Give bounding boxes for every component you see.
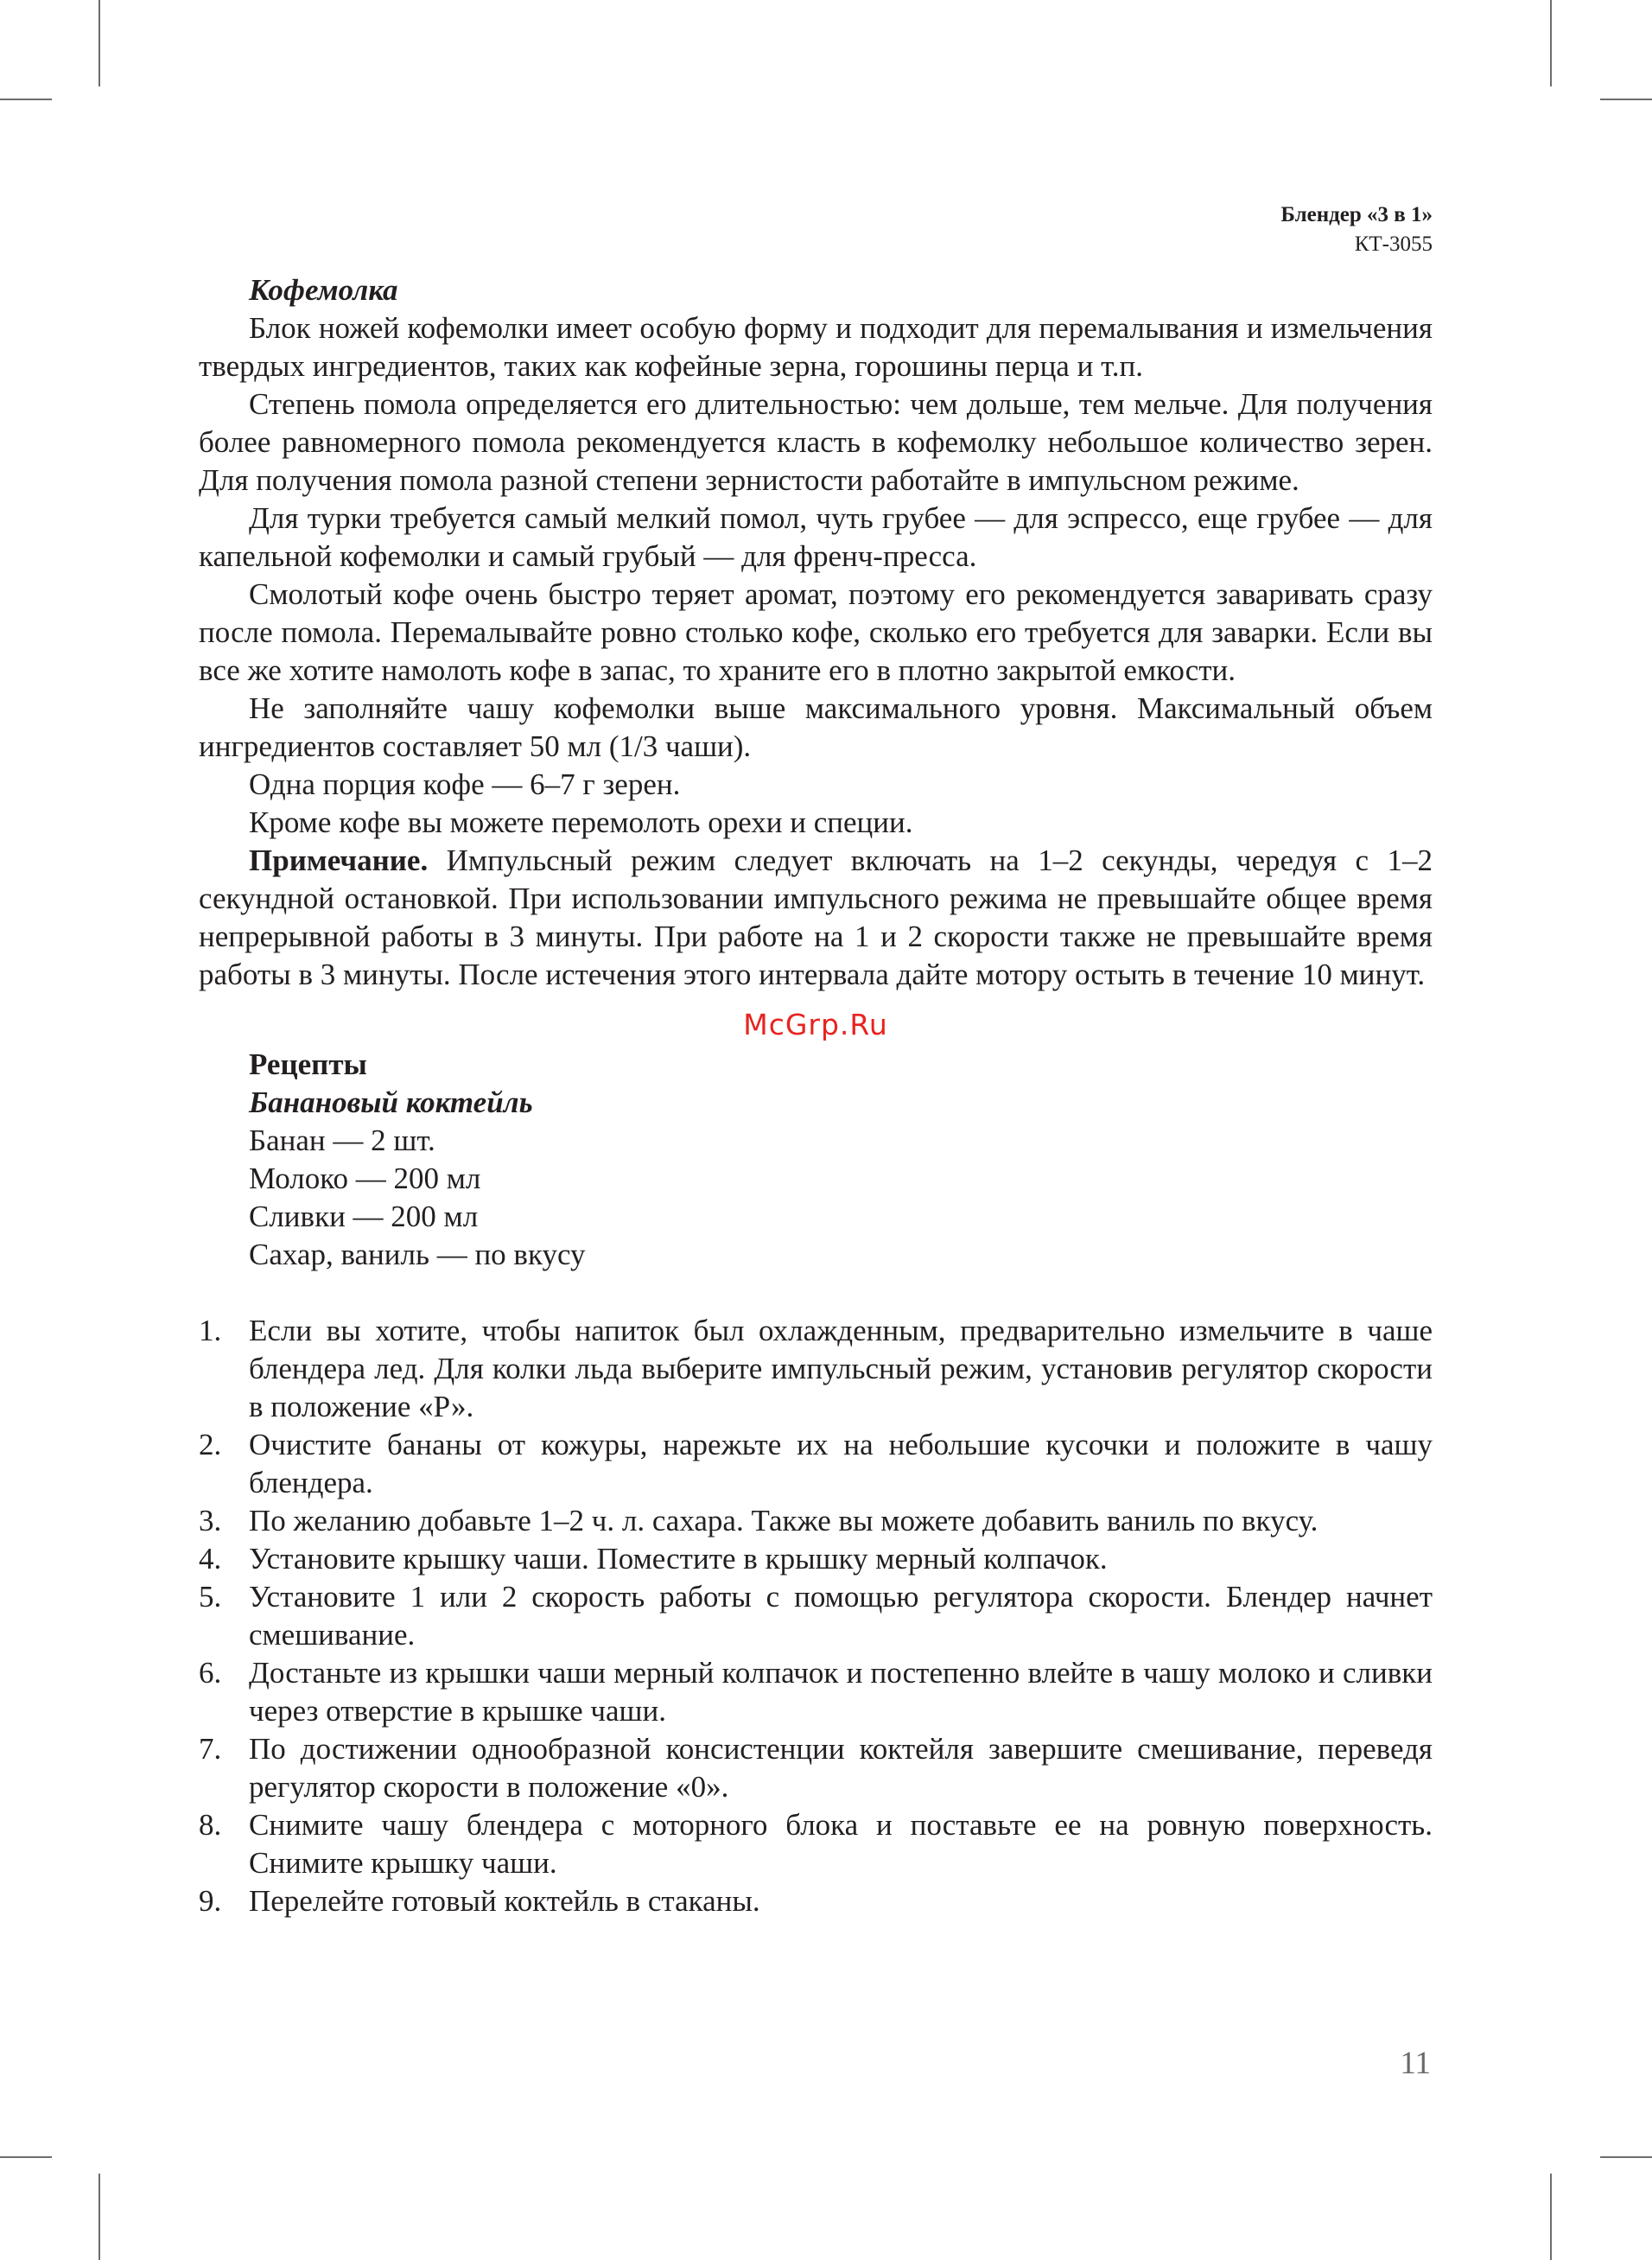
step-number: 1.: [199, 1314, 222, 1347]
step-number: 5.: [199, 1580, 222, 1614]
ingredient-list: [199, 1122, 1433, 1274]
step-number: 6.: [199, 1656, 222, 1690]
ingredient-item: Молоко — 200 мл: [249, 1162, 481, 1195]
step-item: [199, 1730, 1433, 1806]
crop-mark-top-left-h: [0, 99, 52, 100]
step-text: По достижении однообразной консистенции коктейля завершите смешивание, переведя регулятор скорости в положение «0».: [249, 1732, 1433, 1804]
step-item: [199, 1806, 1433, 1882]
step-item: [199, 1882, 1433, 1920]
step-text: Перелейте готовый коктейль в стаканы.: [249, 1884, 760, 1918]
watermark-text: McGrp.Ru: [743, 1008, 888, 1041]
paragraph: Для турки требуется самый мелкий помол, чуть грубее — для эспрессо, еще грубее — для капельной кофемолки и самый грубый — для френч-пресса.: [199, 501, 1433, 573]
step-number: 7.: [199, 1732, 222, 1766]
crop-mark-bottom-left-h: [0, 2156, 52, 2158]
step-text: Очистите бананы от кожуры, нарежьте их на небольшие кусочки и положите в чашу блендера.: [249, 1428, 1433, 1499]
crop-mark-bottom-left: [98, 2174, 100, 2260]
step-text: По желанию добавьте 1–2 ч. л. сахара. Также вы можете добавить ваниль по вкусу.: [249, 1504, 1318, 1537]
note-label: Примечание.: [249, 844, 429, 877]
section-heading-grinder: Кофемолка: [249, 273, 398, 307]
step-text: Если вы хотите, чтобы напиток был охлажденным, предварительно измельчите в чаше блендера лед. Для колки льда выберите импульсный режим, установив регулятор скорости в положение «Р».: [249, 1314, 1433, 1423]
step-item: [199, 1540, 1433, 1578]
extra-line: Кроме кофе вы можете перемолоть орехи и специи.: [249, 805, 913, 839]
step-text: Установите крышку чаши. Поместите в крышку мерный колпачок.: [249, 1542, 1108, 1576]
paragraph: Не заполняйте чашу кофемолки выше максимального уровня. Максимальный объем ингредиентов составляет 50 мл (1/3 чаши).: [199, 691, 1433, 763]
crop-mark-top-left: [98, 0, 100, 86]
portion-line: Одна порция кофе — 6–7 г зерен.: [249, 767, 681, 801]
crop-mark-top-right: [1550, 0, 1552, 86]
crop-mark-top-right-h: [1600, 99, 1652, 100]
step-number: 8.: [199, 1808, 222, 1842]
step-number: 2.: [199, 1428, 222, 1461]
step-item: [199, 1654, 1433, 1730]
page-content: [199, 271, 1433, 1920]
step-item: [199, 1312, 1433, 1426]
step-number: 9.: [199, 1884, 222, 1918]
ingredient-item: Сливки — 200 мл: [249, 1200, 479, 1233]
note-text: Импульсный режим следует включать на 1–2 секунды, чередуя с 1–2 секундной остановкой. При использовании импульсного режима не превышайте общее время непрерывной работы в 3 минуты. При работе на 1 и 2 скорости также не превышайте время работы в 3 минуты. После истечения этого интервала дайте мотору остыть в течение 10 минут.: [199, 844, 1433, 991]
paragraph: Смолотый кофе очень быстро теряет аромат, поэтому его рекомендуется заваривать сразу после помола. Перемалывайте ровно столько кофе, сколько его требуется для заварки. Если вы все же хотите намолоть кофе в запас, то храните его в плотно закрытой емкости.: [199, 577, 1433, 687]
recipe-steps: [199, 1312, 1433, 1920]
product-title: Блендер «3 в 1»: [1280, 203, 1433, 226]
step-text: Достаньте из крышки чаши мерный колпачок и постепенно влейте в чашу молоко и сливки через отверстие в крышке чаши.: [249, 1656, 1433, 1728]
step-number: 4.: [199, 1542, 222, 1576]
page-number: 11: [1400, 2046, 1431, 2081]
step-number: 3.: [199, 1504, 222, 1537]
section-heading-recipes: Рецепты: [249, 1047, 367, 1081]
crop-mark-bottom-right-h: [1600, 2156, 1652, 2158]
running-header: [1280, 201, 1433, 259]
ingredient-item: Сахар, ваниль — по вкусу: [249, 1238, 586, 1271]
step-item: [199, 1578, 1433, 1654]
step-item: [199, 1426, 1433, 1502]
paragraph: Степень помола определяется его длительностью: чем дольше, тем мельче. Для получения более равномерного помола рекомендуется класть в кофемолку небольшое количество зерен. Для получения помола разной степени зернистости работайте в импульсном режиме.: [199, 387, 1433, 497]
step-item: [199, 1502, 1433, 1540]
ingredient-item: Банан — 2 шт.: [249, 1124, 435, 1157]
crop-mark-bottom-right: [1550, 2174, 1552, 2260]
step-text: Снимите чашу блендера с моторного блока и поставьте ее на ровную поверхность. Снимите крышку чаши.: [249, 1808, 1433, 1880]
product-model: КТ-3055: [1354, 232, 1433, 256]
note-paragraph: [199, 842, 1433, 994]
step-text: Установите 1 или 2 скорость работы с помощью регулятора скорости. Блендер начнет смешивание.: [249, 1580, 1433, 1652]
recipe-title: Банановый коктейль: [249, 1085, 533, 1119]
paragraph: Блок ножей кофемолки имеет особую форму и подходит для перемалывания и измельчения твердых ингредиентов, таких как кофейные зерна, горошины перца и т.п.: [199, 311, 1433, 383]
